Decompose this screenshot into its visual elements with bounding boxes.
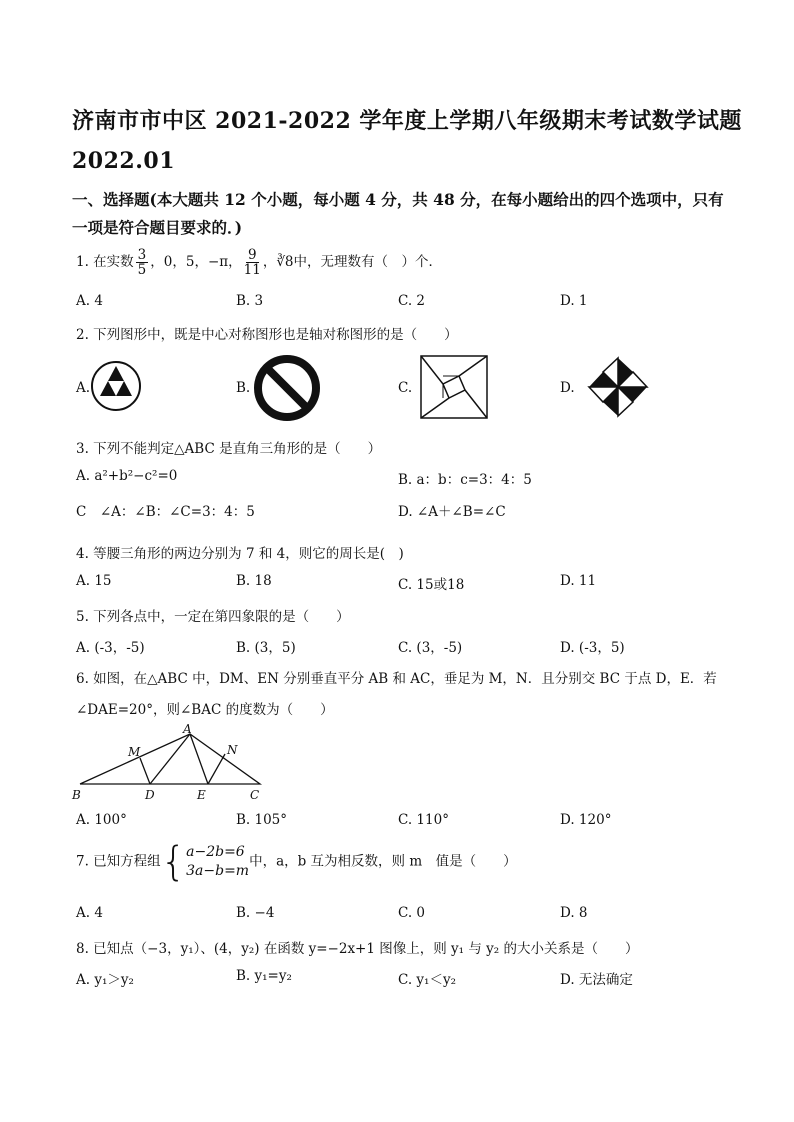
q3-option-d[interactable]: D. ∠A＋∠B=∠C bbox=[398, 504, 506, 520]
q8-option-c[interactable]: C. y₁＜y₂ bbox=[398, 972, 457, 988]
question-3-stem: 3. 下列不能判定△ABC 是直角三角形的是（ ） bbox=[76, 441, 382, 457]
label-n: N bbox=[227, 743, 238, 757]
q1-option-d[interactable]: D. 1 bbox=[560, 293, 588, 309]
label-b: B bbox=[72, 788, 81, 802]
pinwheel-square-icon bbox=[419, 354, 489, 420]
q6-option-d[interactable]: D. 120° bbox=[560, 812, 612, 828]
q1-option-c[interactable]: C. 2 bbox=[398, 293, 426, 309]
q7-suffix: 中，a，b 互为相反数，则 m 值是（ ） bbox=[249, 853, 517, 870]
q1-fraction-9-11: $\frac{9}{11}$ bbox=[243, 247, 261, 279]
equation-1: a−2b=6 bbox=[186, 844, 245, 860]
section-heading-line1: 一、选择题(本大题共 12 个小题，每小题 4 分，共 48 分，在每小题给出的四个选项中，只有 bbox=[72, 190, 724, 209]
q7-option-a[interactable]: A. 4 bbox=[76, 905, 103, 921]
q4-option-a[interactable]: A. 15 bbox=[76, 573, 112, 589]
q2-option-a-label[interactable]: A. bbox=[76, 380, 91, 396]
triforce-in-circle-icon bbox=[90, 360, 142, 412]
q5-option-c[interactable]: C. (3，-5) bbox=[398, 640, 463, 656]
q4-option-c[interactable]: C. 15或18 bbox=[398, 577, 465, 593]
page-title: 济南市市中区 2021-2022 学年度上学期八年级期末考试数学试题 bbox=[72, 108, 742, 134]
question-1-stem bbox=[76, 248, 442, 277]
question-5-stem: 5. 下列各点中，一定在第四象限的是（ ） bbox=[76, 609, 350, 625]
question-6-stem-line2: ∠DAE=20°，则∠BAC 的度数为（ ） bbox=[76, 702, 334, 718]
q2-option-b-label[interactable]: B. bbox=[236, 380, 251, 396]
label-d: D bbox=[145, 788, 155, 802]
label-a: A bbox=[183, 724, 192, 736]
q4-option-d[interactable]: D. 11 bbox=[560, 573, 597, 589]
section-heading-line2: 一项是符合题目要求的．) bbox=[72, 218, 243, 237]
triangle-abc-figure bbox=[70, 724, 270, 804]
label-m: M bbox=[128, 745, 141, 759]
label-c: C bbox=[250, 788, 260, 802]
equation-2: 3a−b=m bbox=[186, 863, 250, 879]
q8-option-a[interactable]: A. y₁＞y₂ bbox=[76, 972, 134, 988]
q8-option-b[interactable]: B. y₁=y₂ bbox=[236, 968, 292, 984]
q3-option-b[interactable]: B. a：b：c=3：4：5 bbox=[398, 472, 532, 488]
q1-option-b[interactable]: B. 3 bbox=[236, 293, 264, 309]
prohibition-sign-icon bbox=[253, 354, 321, 422]
q6-option-c[interactable]: C. 110° bbox=[398, 812, 449, 828]
q7-option-c[interactable]: C. 0 bbox=[398, 905, 426, 921]
question-6-stem-line1: 6. 如图，在△ABC 中，DM、EN 分别垂直平分 AB 和 AC，垂足为 M，N．且分别交 BC 于点 D，E．若 bbox=[76, 671, 717, 687]
q7-prefix: 7. 已知方程组 bbox=[76, 853, 161, 870]
question-4-stem: 4. 等腰三角形的两边分别为 7 和 4，则它的周长是( ) bbox=[76, 546, 404, 562]
q4-option-b[interactable]: B. 18 bbox=[236, 573, 272, 589]
q5-option-a[interactable]: A. (-3，-5) bbox=[76, 640, 145, 656]
q6-option-a[interactable]: A. 100° bbox=[76, 812, 127, 828]
q5-option-b[interactable]: B. (3，5) bbox=[236, 640, 296, 656]
windmill-triangles-icon bbox=[587, 356, 649, 418]
equation-system bbox=[186, 843, 249, 881]
system-brace: { bbox=[160, 839, 187, 885]
question-7-stem bbox=[76, 839, 517, 885]
q1-option-a[interactable]: A. 4 bbox=[76, 293, 103, 309]
question-8-stem: 8. 已知点（−3，y₁）、(4，y₂) 在函数 y=−2x+1 图像上，则 y₁ 与 y₂ 的大小关系是（ ） bbox=[76, 941, 639, 957]
q2-option-c-label[interactable]: C. bbox=[398, 380, 413, 396]
q1-mid: ，0，5，−π， bbox=[150, 254, 242, 271]
q1-prefix: 1. 在实数 bbox=[76, 254, 134, 271]
label-e: E bbox=[197, 788, 206, 802]
q7-option-b[interactable]: B. −4 bbox=[236, 905, 275, 921]
q1-suffix: 中，无理数有（ ）个． bbox=[293, 254, 443, 271]
q2-option-d-label[interactable]: D. bbox=[560, 380, 575, 396]
q3-option-a[interactable]: A. a²+b²−c²=0 bbox=[76, 468, 178, 484]
q7-option-d[interactable]: D. 8 bbox=[560, 905, 588, 921]
q1-fraction-3-5: $\frac{3}{5}$ bbox=[137, 247, 147, 279]
question-2-stem: 2. 下列图形中，既是中心对称图形也是轴对称图形的是（ ） bbox=[76, 327, 458, 343]
q6-option-b[interactable]: B. 105° bbox=[236, 812, 288, 828]
q1-cube-root: ，∛8 bbox=[262, 254, 294, 271]
q5-option-d[interactable]: D. (-3，5) bbox=[560, 640, 625, 656]
exam-date: 2022.01 bbox=[72, 148, 176, 174]
q3-option-c[interactable]: C ∠A：∠B：∠C=3：4：5 bbox=[76, 504, 255, 520]
q8-option-d[interactable]: D. 无法确定 bbox=[560, 972, 633, 988]
